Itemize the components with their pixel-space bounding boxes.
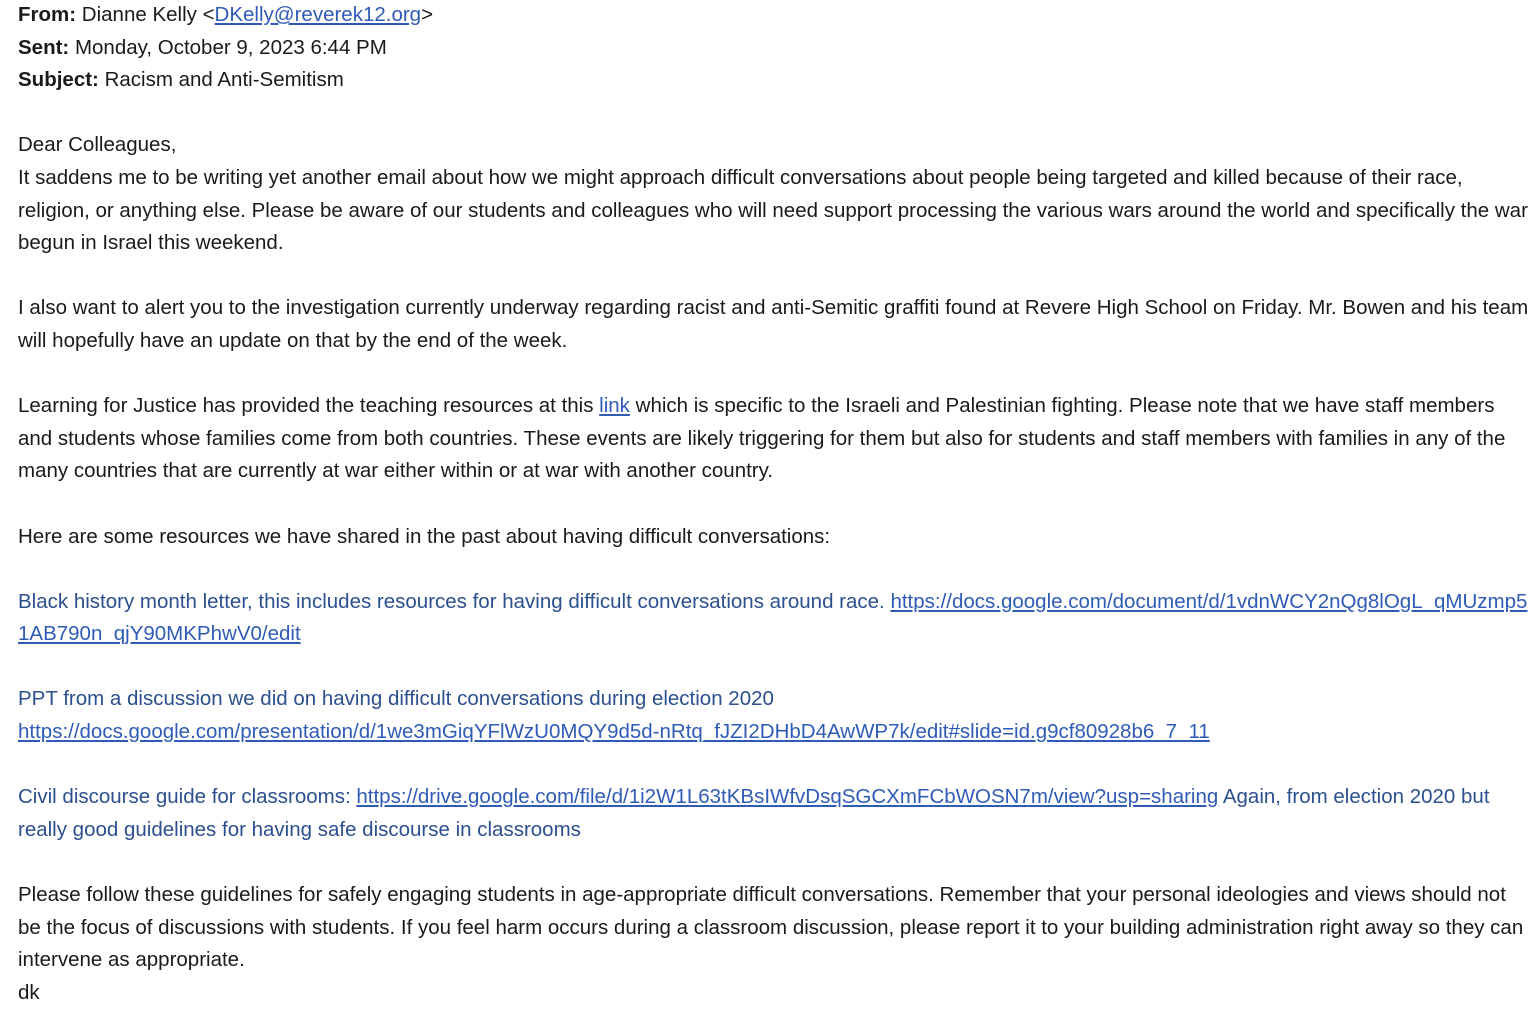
- learning-for-justice-link[interactable]: link: [599, 394, 630, 418]
- paragraph-support: It saddens me to be writing yet another email about how we might approach difficult conversations about people being targeted and killed because of their race, religion, or anything else. Please be aware of our students and colleagues who will need support processing the various wars around the world and specifically the war begun in Israel this weekend.: [18, 165, 1528, 255]
- from-name: Dianne Kelly <: [81, 3, 215, 26]
- resource-ppt-link[interactable]: https://docs.google.com/presentation/d/1we3mGiqYFlWzU0MQY9d5d-nRtq_fJZI2DHbD4AwWP7k/edit#slide=id.g9cf80928b6_7_11: [18, 720, 1210, 744]
- resource-black-history: [18, 586, 1532, 651]
- greeting: Dear Colleagues,: [18, 133, 177, 157]
- p3-after: which is specific to the Israeli and Palestinian fighting. Please note that we have staff members and students whose families come from both countries. These events are likely triggering for them but also for students and staff members with families in any of the many countries that are currently at war either within or at war with another country.: [18, 394, 1506, 483]
- paragraph-guidelines: Please follow these guidelines for safely engaging students in age-appropriate difficult conversations. Remember that your personal ideologies and views should not be the focus of discussions with students. If you feel harm occurs during a classroom discussion, please report it to your building administration right away so they can intervene as appropriate.: [18, 883, 1524, 972]
- subject-line: [18, 64, 1532, 97]
- from-email-link[interactable]: DKelly@reverek12.org: [214, 3, 422, 26]
- p3-before: Learning for Justice has provided the teaching resources at this: [18, 394, 600, 418]
- resource-black-history-link[interactable]: https://docs.google.com/document/d/1vdnWCY2nQg8lOgL_qMUzmp51AB790n_qjY90MKPhwV0/edit: [18, 589, 1528, 646]
- resource-ppt: [18, 683, 1532, 748]
- resource-civil-discourse: [18, 781, 1532, 846]
- from-email-close: >: [421, 3, 434, 26]
- from-label: From:: [18, 3, 77, 26]
- email-message: [18, 0, 1532, 1009]
- subject-value: Racism and Anti-Semitism: [104, 68, 344, 92]
- resource-civil-discourse-after: Again, from election 2020 but really good guidelines for having safe discourse in classrooms: [18, 785, 1490, 841]
- resource-civil-discourse-link[interactable]: https://drive.google.com/file/d/1i2W1L63tKBsIWfvDsqSGCXmFCbWOSN7m/view?usp=sharing: [356, 785, 1219, 809]
- from-line: [18, 0, 1532, 32]
- sent-label: Sent:: [18, 35, 70, 59]
- resource-black-history-text: Black history month letter, this includes resources for having difficult conversations around race.: [18, 589, 891, 613]
- paragraph-past-resources: Here are some resources we have shared in the past about having difficult conversations:: [18, 524, 831, 548]
- sent-value: Monday, October 9, 2023 6:44 PM: [74, 35, 387, 59]
- paragraph-investigation: I also want to alert you to the investigation currently underway regarding racist and anti-Semitic graffiti found at Revere High School on Friday. Mr. Bowen and his team will hopefully have an update on that by the end of the week.: [18, 296, 1529, 352]
- resource-ppt-text: PPT from a discussion we did on having difficult conversations during election 2020: [18, 687, 774, 711]
- signoff: dk: [18, 980, 40, 1004]
- resource-civil-discourse-text: Civil discourse guide for classrooms:: [18, 785, 357, 809]
- sent-line: [18, 32, 1532, 65]
- paragraph-resources-intro: [18, 390, 1532, 488]
- subject-label: Subject:: [18, 68, 99, 92]
